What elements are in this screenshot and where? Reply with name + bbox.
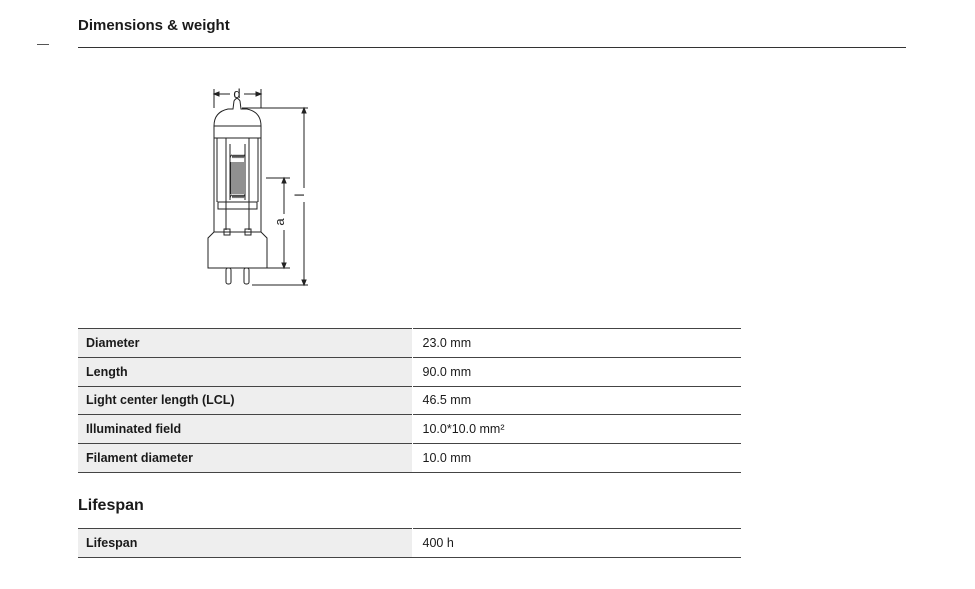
row-label: Lifespan (78, 529, 412, 558)
dimensions-section-title: Dimensions & weight (78, 17, 230, 34)
length-symbol: l (292, 193, 307, 197)
row-value: 10.0 mm (412, 444, 741, 473)
lifespan-section-title: Lifespan (78, 497, 144, 514)
row-label: Filament diameter (78, 444, 412, 473)
table-row (78, 444, 741, 473)
collapse-dash (37, 44, 49, 45)
lifespan-table (78, 528, 741, 558)
row-value: 400 h (412, 529, 741, 558)
lamp-dimension-drawing (200, 82, 318, 292)
row-value: 46.5 mm (412, 386, 741, 415)
table-row (78, 529, 741, 558)
dimensions-table (78, 328, 741, 473)
row-value: 23.0 mm (412, 329, 741, 358)
row-label: Diameter (78, 329, 412, 358)
lcl-symbol: a (272, 218, 287, 226)
row-value: 10.0*10.0 mm² (412, 415, 741, 444)
row-label: Light center length (LCL) (78, 386, 412, 415)
row-label: Illuminated field (78, 415, 412, 444)
row-label: Length (78, 357, 412, 386)
table-row (78, 386, 741, 415)
table-row (78, 329, 741, 358)
table-row (78, 357, 741, 386)
section-divider (78, 47, 906, 48)
diameter-symbol: d (233, 86, 241, 101)
row-value: 90.0 mm (412, 357, 741, 386)
table-row (78, 415, 741, 444)
